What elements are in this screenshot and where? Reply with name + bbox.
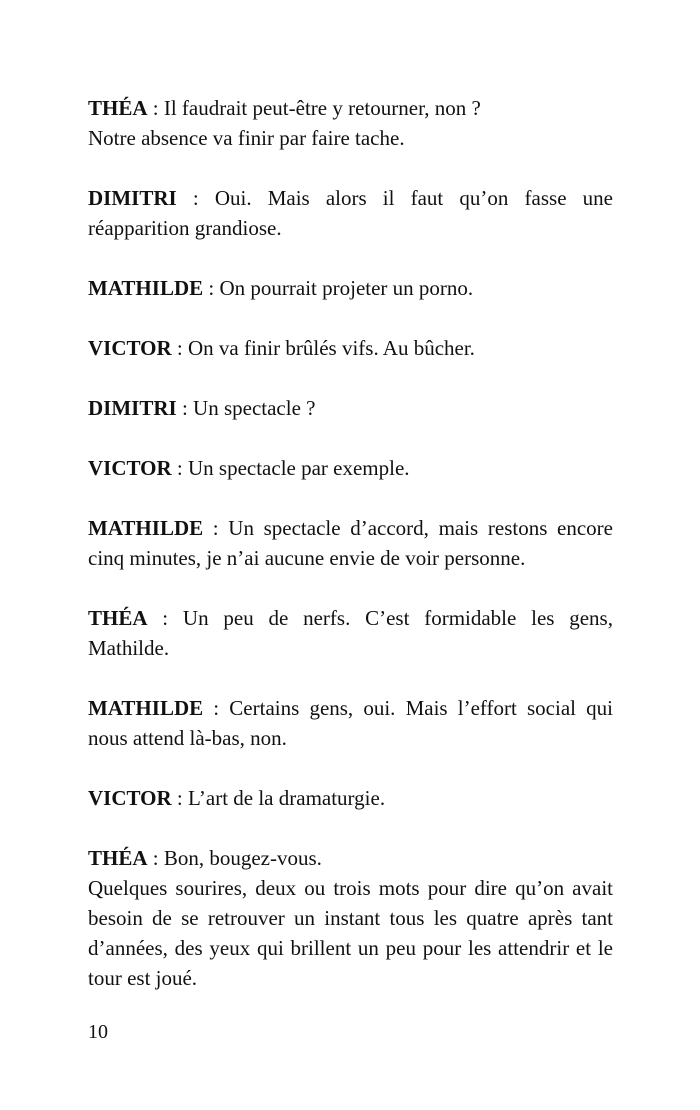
dialogue-line bbox=[88, 93, 613, 153]
page-number: 10 bbox=[88, 1021, 108, 1043]
line-text: On va finir brûlés vifs. Au bûcher. bbox=[187, 336, 475, 360]
speaker-name: MATHILDE bbox=[88, 276, 204, 300]
dialogue-line bbox=[88, 513, 613, 573]
speaker-name: THÉA bbox=[88, 606, 148, 630]
separator: : bbox=[171, 786, 188, 810]
line-text: Un spectacle par exemple. bbox=[187, 456, 410, 480]
separator: : bbox=[147, 846, 164, 870]
speaker-name: MATHILDE bbox=[88, 696, 204, 720]
speaker-name: DIMITRI bbox=[88, 396, 177, 420]
speaker-name: VICTOR bbox=[88, 456, 172, 480]
line-text: Oui. Mais alors il faut qu’on fasse une réapparition grandiose. bbox=[88, 186, 613, 240]
line-text: Un spectacle ? bbox=[193, 396, 316, 420]
dialogue-line bbox=[88, 333, 613, 363]
line-text: On pourrait projeter un porno. bbox=[219, 276, 474, 300]
line-text: Un peu de nerfs. C’est formidable les gens, Mathilde. bbox=[88, 606, 613, 660]
separator: : bbox=[171, 456, 188, 480]
dialogue-line bbox=[88, 393, 613, 423]
separator: : bbox=[147, 606, 183, 630]
speaker-name: MATHILDE bbox=[88, 516, 204, 540]
line-continuation: Quelques sourires, deux ou trois mots pour dire qu’on avait besoin de se retrouver un instant tous les quatre après tant d’années, des yeux qui brillent un peu pour les attendrir et le tour est joué. bbox=[88, 876, 613, 990]
dialogue-line bbox=[88, 183, 613, 243]
dialogue-line bbox=[88, 453, 613, 483]
speaker-name: DIMITRI bbox=[88, 186, 177, 210]
dialogue-line bbox=[88, 843, 613, 993]
separator: : bbox=[176, 186, 215, 210]
line-text: Bon, bougez-vous. bbox=[163, 846, 322, 870]
dialogue-text bbox=[88, 93, 613, 1023]
separator: : bbox=[203, 276, 220, 300]
separator: : bbox=[176, 396, 194, 420]
line-text: Il faudrait peut-être y retourner, non ? bbox=[163, 96, 481, 120]
line-text: Certains gens, oui. Mais l’effort social qui nous attend là-bas, non. bbox=[88, 696, 613, 750]
speaker-name: THÉA bbox=[88, 96, 148, 120]
dialogue-line bbox=[88, 603, 613, 663]
separator: : bbox=[147, 96, 164, 120]
speaker-name: VICTOR bbox=[88, 786, 172, 810]
speaker-name: VICTOR bbox=[88, 336, 172, 360]
dialogue-line bbox=[88, 783, 613, 813]
speaker-name: THÉA bbox=[88, 846, 148, 870]
line-text: L’art de la dramaturgie. bbox=[187, 786, 386, 810]
dialogue-line bbox=[88, 273, 613, 303]
dialogue-line bbox=[88, 693, 613, 753]
separator: : bbox=[203, 516, 229, 540]
line-continuation: Notre absence va finir par faire tache. bbox=[88, 126, 405, 150]
separator: : bbox=[203, 696, 230, 720]
separator: : bbox=[171, 336, 188, 360]
line-text: Un spectacle d’accord, mais restons encore cinq minutes, je n’ai aucune envie de voir personne. bbox=[88, 516, 613, 570]
